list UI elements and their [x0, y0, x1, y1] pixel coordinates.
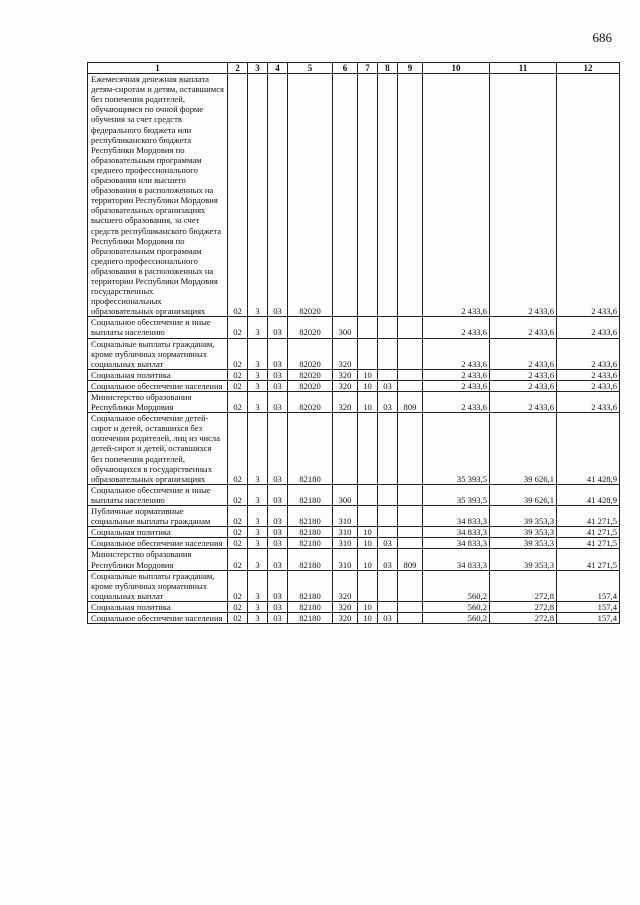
- column-header: 10: [423, 63, 490, 74]
- cell-amount-11: 39 353,3: [490, 538, 557, 549]
- cell-code-4: 03: [268, 612, 288, 623]
- cell-code-7: 10: [358, 380, 378, 391]
- cell-code-9: [398, 527, 423, 538]
- cell-code-8: [378, 74, 398, 317]
- cell-code-8: [378, 506, 398, 527]
- cell-amount-12: 41 428,9: [557, 413, 620, 485]
- cell-code-2: 02: [228, 74, 248, 317]
- cell-amount-12: 2 433,6: [557, 369, 620, 380]
- cell-amount-10: 560,2: [423, 570, 490, 601]
- cell-amount-10: 2 433,6: [423, 338, 490, 369]
- cell-amount-10: 34 833,3: [423, 506, 490, 527]
- cell-code-8: [378, 338, 398, 369]
- cell-amount-12: 157,4: [557, 570, 620, 601]
- cell-code-2: 02: [228, 369, 248, 380]
- cell-code-3: 3: [248, 317, 268, 338]
- cell-amount-12: 2 433,6: [557, 338, 620, 369]
- cell-code-2: 02: [228, 380, 248, 391]
- row-name: Социальная политика: [88, 601, 228, 612]
- table-row: [88, 338, 620, 369]
- cell-code-7: [358, 570, 378, 601]
- cell-code-6: 300: [333, 317, 358, 338]
- cell-code-9: [398, 612, 423, 623]
- cell-code-2: 02: [228, 338, 248, 369]
- cell-code-7: [358, 484, 378, 505]
- cell-code-3: 3: [248, 612, 268, 623]
- cell-amount-10: 2 433,6: [423, 317, 490, 338]
- cell-code-9: [398, 570, 423, 601]
- cell-code-7: [358, 413, 378, 485]
- cell-code-9: [398, 74, 423, 317]
- cell-code-4: 03: [268, 413, 288, 485]
- cell-amount-11: 2 433,6: [490, 338, 557, 369]
- cell-amount-11: 2 433,6: [490, 74, 557, 317]
- cell-amount-10: 34 833,3: [423, 527, 490, 538]
- cell-amount-11: 2 433,6: [490, 392, 557, 413]
- cell-code-6: 310: [333, 527, 358, 538]
- cell-code-7: 10: [358, 601, 378, 612]
- cell-code-7: [358, 506, 378, 527]
- cell-code-3: 3: [248, 506, 268, 527]
- cell-code-4: 03: [268, 506, 288, 527]
- cell-code-6: 310: [333, 506, 358, 527]
- cell-code-7: 10: [358, 612, 378, 623]
- cell-code-7: [358, 317, 378, 338]
- column-header: 7: [358, 63, 378, 74]
- cell-amount-10: 2 433,6: [423, 392, 490, 413]
- cell-code-6: 320: [333, 612, 358, 623]
- cell-code-6: 320: [333, 369, 358, 380]
- cell-amount-10: 34 833,3: [423, 549, 490, 570]
- cell-code-6: 310: [333, 538, 358, 549]
- cell-code-4: 03: [268, 601, 288, 612]
- cell-code-4: 03: [268, 527, 288, 538]
- row-name: Социальное обеспечение детей-сирот и детей, оставшихся без попечения родителей, лиц из числа детей-сирот и детей, оставшихся без попечения родителей, обучающихся в государственных образовательных организациях: [88, 413, 228, 485]
- cell-code-5: 82020: [288, 380, 333, 391]
- cell-amount-12: 41 271,5: [557, 506, 620, 527]
- row-name: Социальная политика: [88, 527, 228, 538]
- cell-code-8: 03: [378, 612, 398, 623]
- column-header: 2: [228, 63, 248, 74]
- cell-code-6: [333, 413, 358, 485]
- cell-code-5: 82180: [288, 570, 333, 601]
- column-header: 11: [490, 63, 557, 74]
- cell-code-7: 10: [358, 549, 378, 570]
- table-row: [88, 74, 620, 317]
- cell-amount-11: 39 626,1: [490, 484, 557, 505]
- cell-code-3: 3: [248, 601, 268, 612]
- cell-code-3: 3: [248, 392, 268, 413]
- cell-code-5: 82020: [288, 74, 333, 317]
- cell-code-7: 10: [358, 538, 378, 549]
- cell-code-6: 320: [333, 570, 358, 601]
- cell-code-3: 3: [248, 570, 268, 601]
- cell-amount-10: 2 433,6: [423, 380, 490, 391]
- cell-code-9: 809: [398, 549, 423, 570]
- column-header: 6: [333, 63, 358, 74]
- cell-code-4: 03: [268, 74, 288, 317]
- cell-code-2: 02: [228, 527, 248, 538]
- column-header: 8: [378, 63, 398, 74]
- cell-amount-10: 560,2: [423, 601, 490, 612]
- cell-amount-11: 39 626,1: [490, 413, 557, 485]
- cell-code-6: 310: [333, 549, 358, 570]
- cell-code-9: [398, 380, 423, 391]
- cell-code-2: 02: [228, 549, 248, 570]
- table-row: [88, 527, 620, 538]
- row-name: Публичные нормативные социальные выплаты гражданам: [88, 506, 228, 527]
- cell-code-3: 3: [248, 549, 268, 570]
- cell-code-6: 320: [333, 392, 358, 413]
- cell-code-2: 02: [228, 317, 248, 338]
- cell-code-9: [398, 338, 423, 369]
- cell-code-5: 82180: [288, 506, 333, 527]
- cell-code-3: 3: [248, 413, 268, 485]
- cell-code-5: 82020: [288, 369, 333, 380]
- table-row: [88, 570, 620, 601]
- cell-amount-10: 2 433,6: [423, 74, 490, 317]
- cell-code-8: [378, 484, 398, 505]
- cell-code-5: 82180: [288, 538, 333, 549]
- row-name: Министерство образования Республики Мордовия: [88, 549, 228, 570]
- cell-amount-11: 2 433,6: [490, 369, 557, 380]
- table-row: [88, 317, 620, 338]
- cell-code-2: 02: [228, 484, 248, 505]
- table-row: [88, 484, 620, 505]
- cell-code-9: [398, 369, 423, 380]
- cell-amount-12: 41 271,5: [557, 538, 620, 549]
- cell-code-9: [398, 317, 423, 338]
- row-name: Социальное обеспечение населения: [88, 612, 228, 623]
- cell-code-3: 3: [248, 527, 268, 538]
- cell-code-4: 03: [268, 380, 288, 391]
- cell-code-8: 03: [378, 549, 398, 570]
- cell-code-4: 03: [268, 549, 288, 570]
- table-row: [88, 506, 620, 527]
- cell-code-8: [378, 601, 398, 612]
- cell-code-3: 3: [248, 338, 268, 369]
- cell-code-3: 3: [248, 74, 268, 317]
- cell-code-4: 03: [268, 369, 288, 380]
- cell-amount-10: 560,2: [423, 612, 490, 623]
- row-name: Министерство образования Республики Мордовия: [88, 392, 228, 413]
- cell-code-5: 82180: [288, 413, 333, 485]
- cell-code-6: 320: [333, 380, 358, 391]
- column-header: 9: [398, 63, 423, 74]
- row-name: Ежемесячная денежная выплата детям-сиротам и детям, оставшимся без попечения родителей, обучающимся по очной форме обучения за счет средств федерального бюджета или республиканского бюджета Республики Мордовия по образовательным программам среднего профессионального образования или высшего образования в расположенных на территории Республики Мордовия образовательных организациях высшего образования, за счет средств республиканского бюджета Республики Мордовия по образовательным программам среднего профессионального образования в расположенных на территории Республики Мордовия государственных профессиональных образовательных организациях: [88, 74, 228, 317]
- row-name: Социальные выплаты гражданам, кроме публичных нормативных социальных выплат: [88, 338, 228, 369]
- cell-code-9: 809: [398, 392, 423, 413]
- cell-code-4: 03: [268, 538, 288, 549]
- cell-code-8: [378, 570, 398, 601]
- cell-amount-11: 39 353,3: [490, 549, 557, 570]
- cell-code-5: 82180: [288, 549, 333, 570]
- cell-amount-12: 41 271,5: [557, 549, 620, 570]
- row-name: Социальное обеспечение населения: [88, 538, 228, 549]
- cell-code-5: 82020: [288, 392, 333, 413]
- cell-code-9: [398, 506, 423, 527]
- budget-table: [87, 62, 620, 624]
- cell-code-2: 02: [228, 413, 248, 485]
- cell-code-5: 82020: [288, 317, 333, 338]
- cell-amount-12: 2 433,6: [557, 74, 620, 317]
- row-name: Социальные выплаты гражданам, кроме публичных нормативных социальных выплат: [88, 570, 228, 601]
- cell-code-9: [398, 601, 423, 612]
- cell-amount-12: 157,4: [557, 601, 620, 612]
- cell-code-4: 03: [268, 570, 288, 601]
- column-header: 3: [248, 63, 268, 74]
- cell-amount-11: 272,8: [490, 570, 557, 601]
- cell-code-9: [398, 413, 423, 485]
- column-header: 12: [557, 63, 620, 74]
- cell-amount-10: 2 433,6: [423, 369, 490, 380]
- row-name: Социальная политика: [88, 369, 228, 380]
- column-header: 4: [268, 63, 288, 74]
- cell-amount-11: 39 353,3: [490, 506, 557, 527]
- cell-code-5: 82020: [288, 338, 333, 369]
- column-header: 1: [88, 63, 228, 74]
- cell-code-6: 300: [333, 484, 358, 505]
- table-row: [88, 380, 620, 391]
- cell-code-4: 03: [268, 484, 288, 505]
- table-row: [88, 601, 620, 612]
- cell-code-5: 82180: [288, 527, 333, 538]
- column-header: 5: [288, 63, 333, 74]
- cell-amount-11: 39 353,3: [490, 527, 557, 538]
- cell-amount-10: 35 393,5: [423, 413, 490, 485]
- cell-code-8: [378, 317, 398, 338]
- cell-code-2: 02: [228, 506, 248, 527]
- cell-amount-12: 2 433,6: [557, 392, 620, 413]
- cell-code-8: [378, 369, 398, 380]
- table-row: [88, 413, 620, 485]
- cell-amount-11: 272,8: [490, 612, 557, 623]
- cell-amount-10: 34 833,3: [423, 538, 490, 549]
- cell-code-3: 3: [248, 380, 268, 391]
- cell-amount-11: 2 433,6: [490, 317, 557, 338]
- cell-code-6: 320: [333, 601, 358, 612]
- table-row: [88, 369, 620, 380]
- cell-code-3: 3: [248, 369, 268, 380]
- cell-code-4: 03: [268, 338, 288, 369]
- cell-code-6: 320: [333, 338, 358, 369]
- page-number: 686: [592, 30, 612, 45]
- cell-code-5: 82180: [288, 612, 333, 623]
- header-row: [88, 63, 620, 74]
- cell-code-8: 03: [378, 380, 398, 391]
- cell-code-2: 02: [228, 612, 248, 623]
- cell-amount-10: 35 393,5: [423, 484, 490, 505]
- row-name: Социальное обеспечение и иные выплаты населению: [88, 484, 228, 505]
- cell-code-7: 10: [358, 527, 378, 538]
- cell-code-3: 3: [248, 538, 268, 549]
- cell-code-7: [358, 338, 378, 369]
- cell-code-4: 03: [268, 392, 288, 413]
- cell-code-8: [378, 413, 398, 485]
- table-row: [88, 538, 620, 549]
- cell-code-9: [398, 484, 423, 505]
- cell-code-8: 03: [378, 392, 398, 413]
- cell-code-9: [398, 538, 423, 549]
- row-name: Социальное обеспечение населения: [88, 380, 228, 391]
- cell-amount-12: 2 433,6: [557, 317, 620, 338]
- cell-code-7: [358, 74, 378, 317]
- cell-code-4: 03: [268, 317, 288, 338]
- cell-amount-12: 41 271,5: [557, 527, 620, 538]
- cell-code-2: 02: [228, 570, 248, 601]
- cell-amount-12: 157,4: [557, 612, 620, 623]
- cell-code-5: 82180: [288, 601, 333, 612]
- table-row: [88, 392, 620, 413]
- cell-code-2: 02: [228, 601, 248, 612]
- cell-code-2: 02: [228, 538, 248, 549]
- table-row: [88, 612, 620, 623]
- row-name: Социальное обеспечение и иные выплаты населению: [88, 317, 228, 338]
- cell-amount-11: 272,8: [490, 601, 557, 612]
- cell-amount-12: 2 433,6: [557, 380, 620, 391]
- cell-code-3: 3: [248, 484, 268, 505]
- cell-code-7: 10: [358, 369, 378, 380]
- cell-code-7: 10: [358, 392, 378, 413]
- cell-amount-11: 2 433,6: [490, 380, 557, 391]
- cell-code-2: 02: [228, 392, 248, 413]
- cell-code-8: [378, 527, 398, 538]
- cell-code-8: 03: [378, 538, 398, 549]
- table-row: [88, 549, 620, 570]
- cell-code-6: [333, 74, 358, 317]
- cell-amount-12: 41 428,9: [557, 484, 620, 505]
- cell-code-5: 82180: [288, 484, 333, 505]
